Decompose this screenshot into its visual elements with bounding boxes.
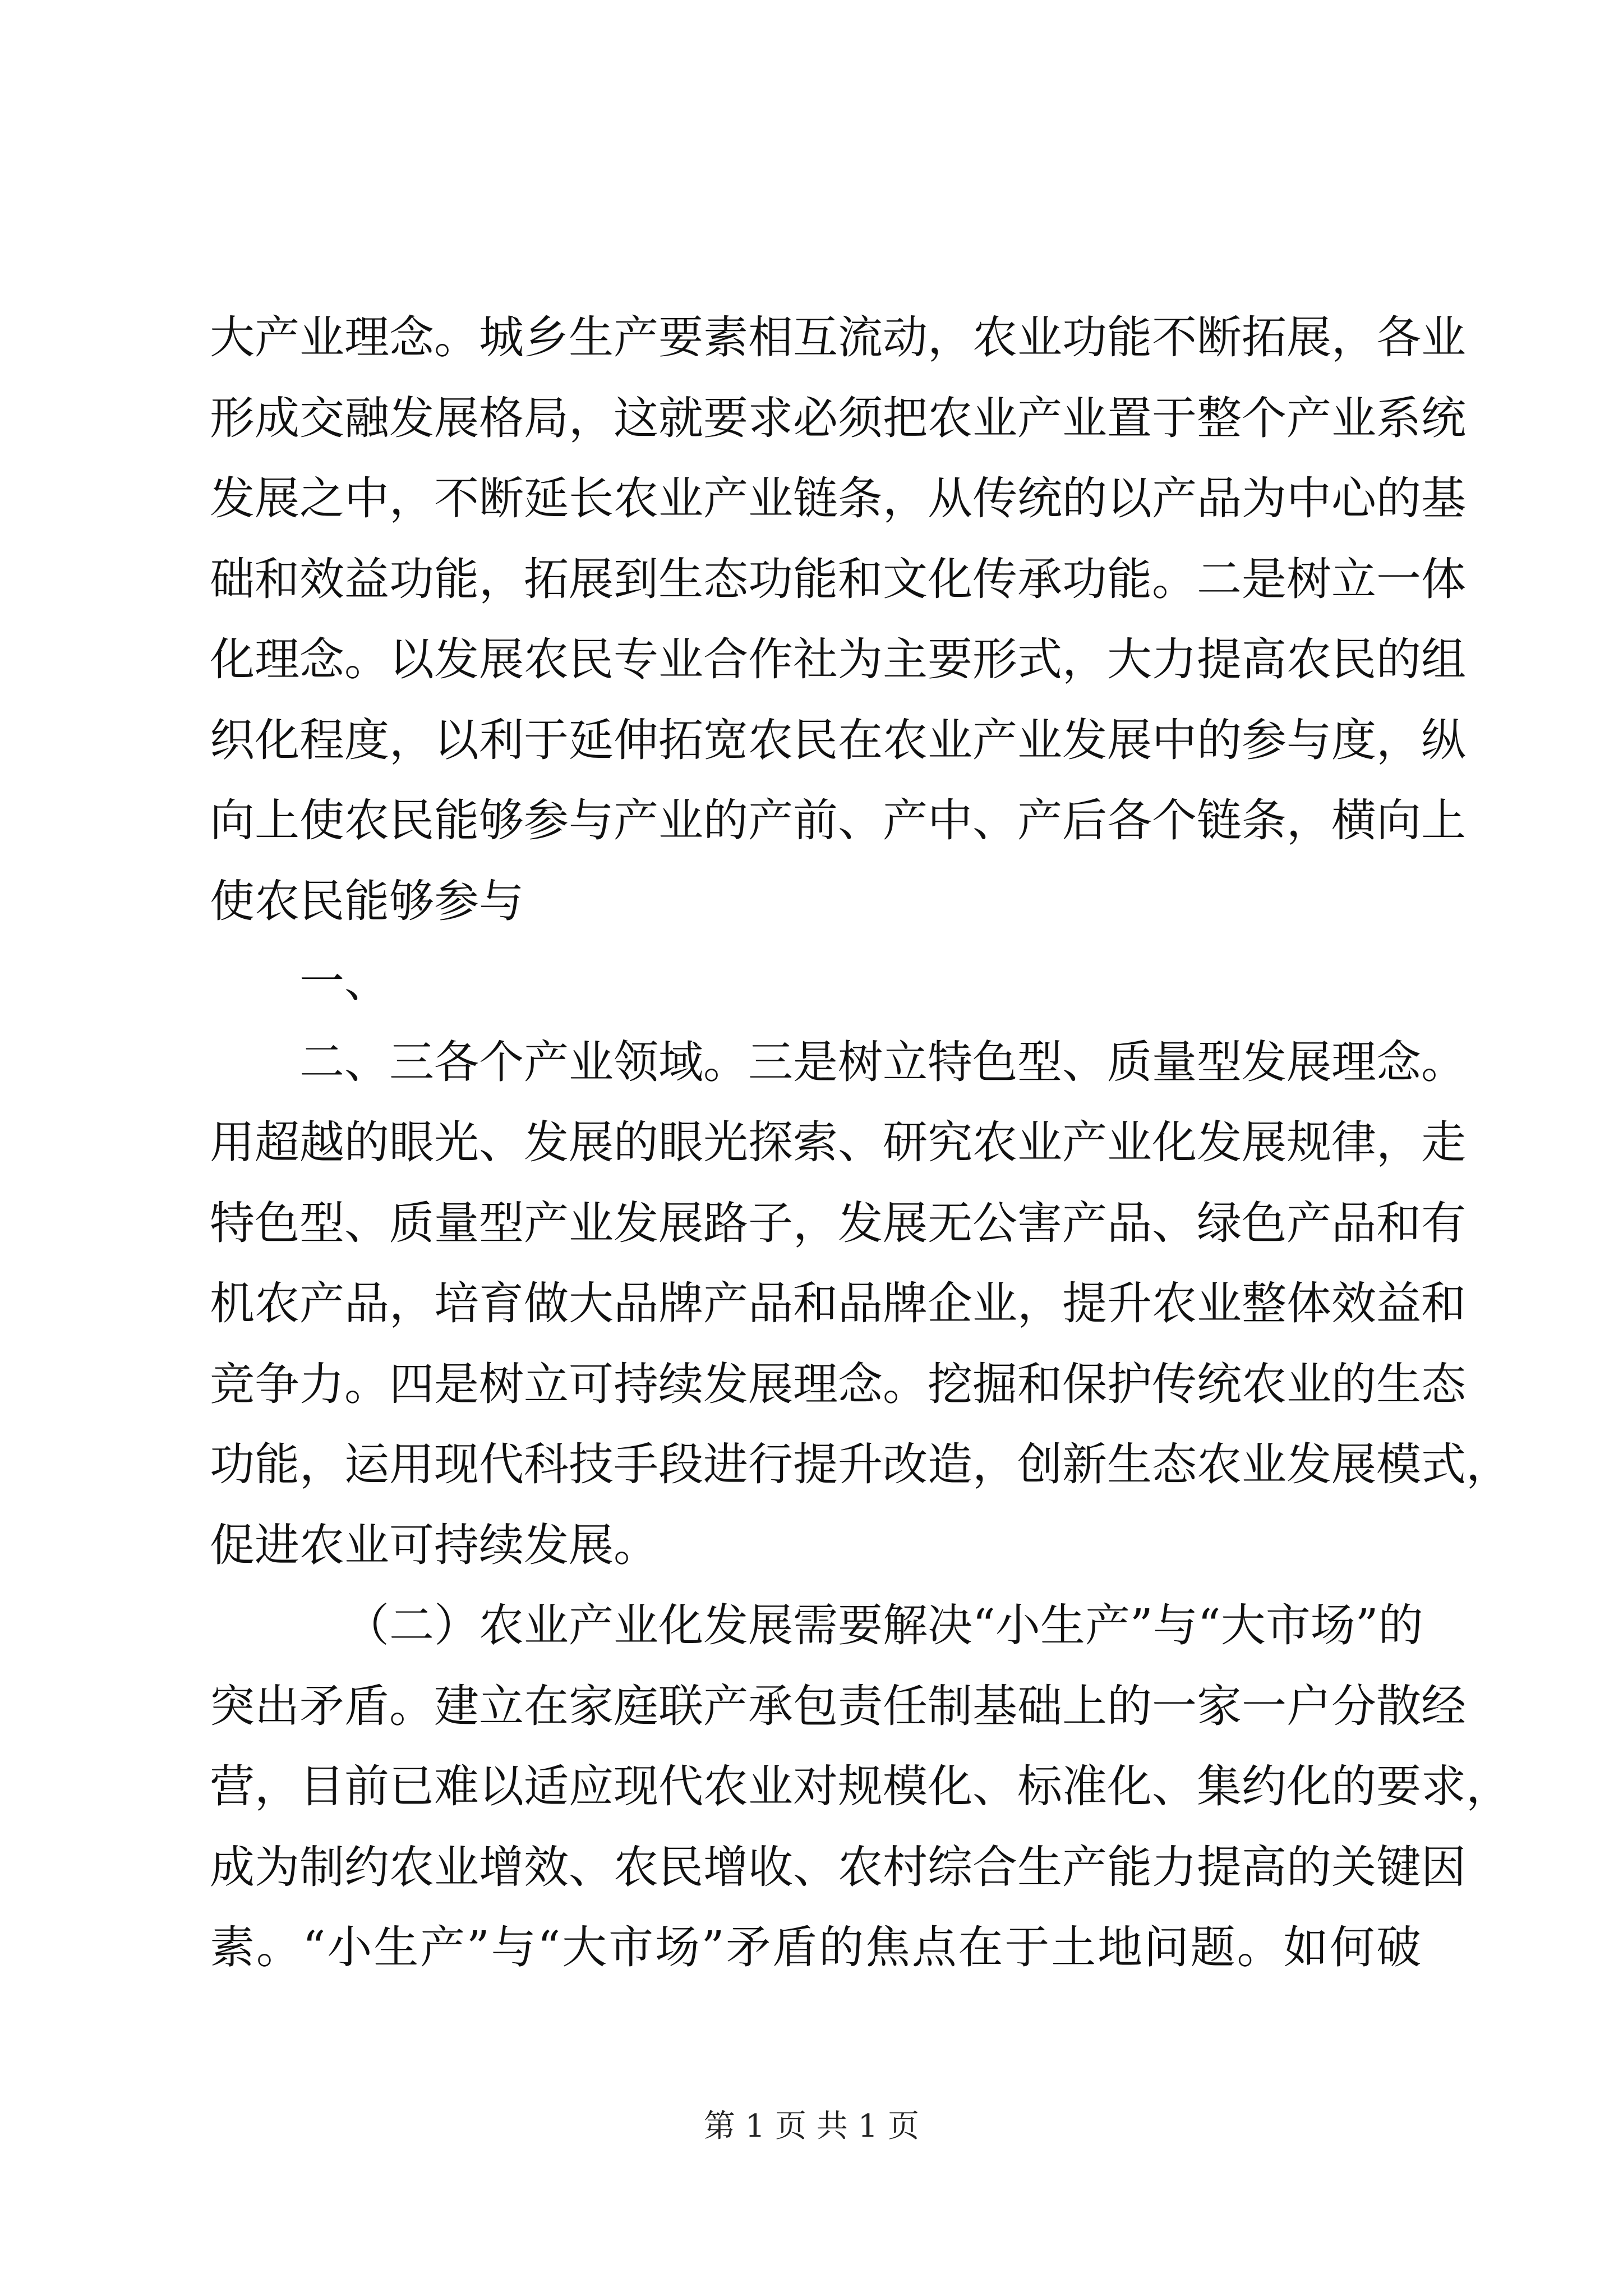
text-line: 素。“小生产”与“大市场”矛盾的焦点在于土地问题。如何破 xyxy=(210,1921,1421,1973)
page-footer: 第 1 页 共 1 页 xyxy=(703,2108,920,2145)
text-line: 机农产品，培育做大品牌产品和品牌企业，提升农业整体效益和 xyxy=(210,1277,1466,1329)
text-line: 促进农业可持续发展。 xyxy=(210,1519,658,1571)
text-line: 织化程度，以利于延伸拓宽农民在农业产业发展中的参与度，纵 xyxy=(210,714,1466,766)
text-line: 营，目前已难以适应现代农业对规模化、标准化、集约化的要求， xyxy=(210,1760,1511,1812)
text-line: 功能，运用现代科技手段进行提升改造，创新生态农业发展模式， xyxy=(210,1438,1511,1490)
text-line: 化理念。以发展农民专业合作社为主要形式，大力提高农民的组 xyxy=(210,633,1466,685)
text-line: （二）农业产业化发展需要解决“小生产”与“大市场”的 xyxy=(344,1599,1423,1651)
text-line: 突出矛盾。建立在家庭联产承包责任制基础上的一家一户分散经 xyxy=(210,1680,1466,1732)
text-line: 二、三各个产业领域。三是树立特色型、质量型发展理念。 xyxy=(299,1036,1466,1088)
text-line: 础和效益功能，拓展到生态功能和文化传承功能。二是树立一体 xyxy=(210,553,1466,605)
text-line: 使农民能够参与 xyxy=(210,875,524,927)
text-line: 用超越的眼光、发展的眼光探索、研究农业产业化发展规律，走 xyxy=(210,1116,1466,1168)
text-line: 向上使农民能够参与产业的产前、产中、产后各个链条，横向上 xyxy=(210,794,1466,846)
text-line: 竞争力。四是树立可持续发展理念。挖掘和保护传统农业的生态 xyxy=(210,1358,1466,1410)
text-line: 大产业理念。城乡生产要素相互流动，农业功能不断拓展，各业 xyxy=(210,311,1466,364)
text-line: 特色型、质量型产业发展路子，发展无公害产品、绿色产品和有 xyxy=(210,1197,1466,1249)
text-line: 成为制约农业增效、农民增收、农村综合生产能力提高的关键因 xyxy=(210,1841,1466,1893)
text-line: 形成交融发展格局，这就要求必须把农业产业置于整个产业系统 xyxy=(210,392,1466,444)
body-text xyxy=(210,297,1511,1988)
text-line: 发展之中，不断延长农业产业链条，从传统的以产品为中心的基 xyxy=(210,472,1466,524)
text-line: 一、 xyxy=(299,955,389,1007)
